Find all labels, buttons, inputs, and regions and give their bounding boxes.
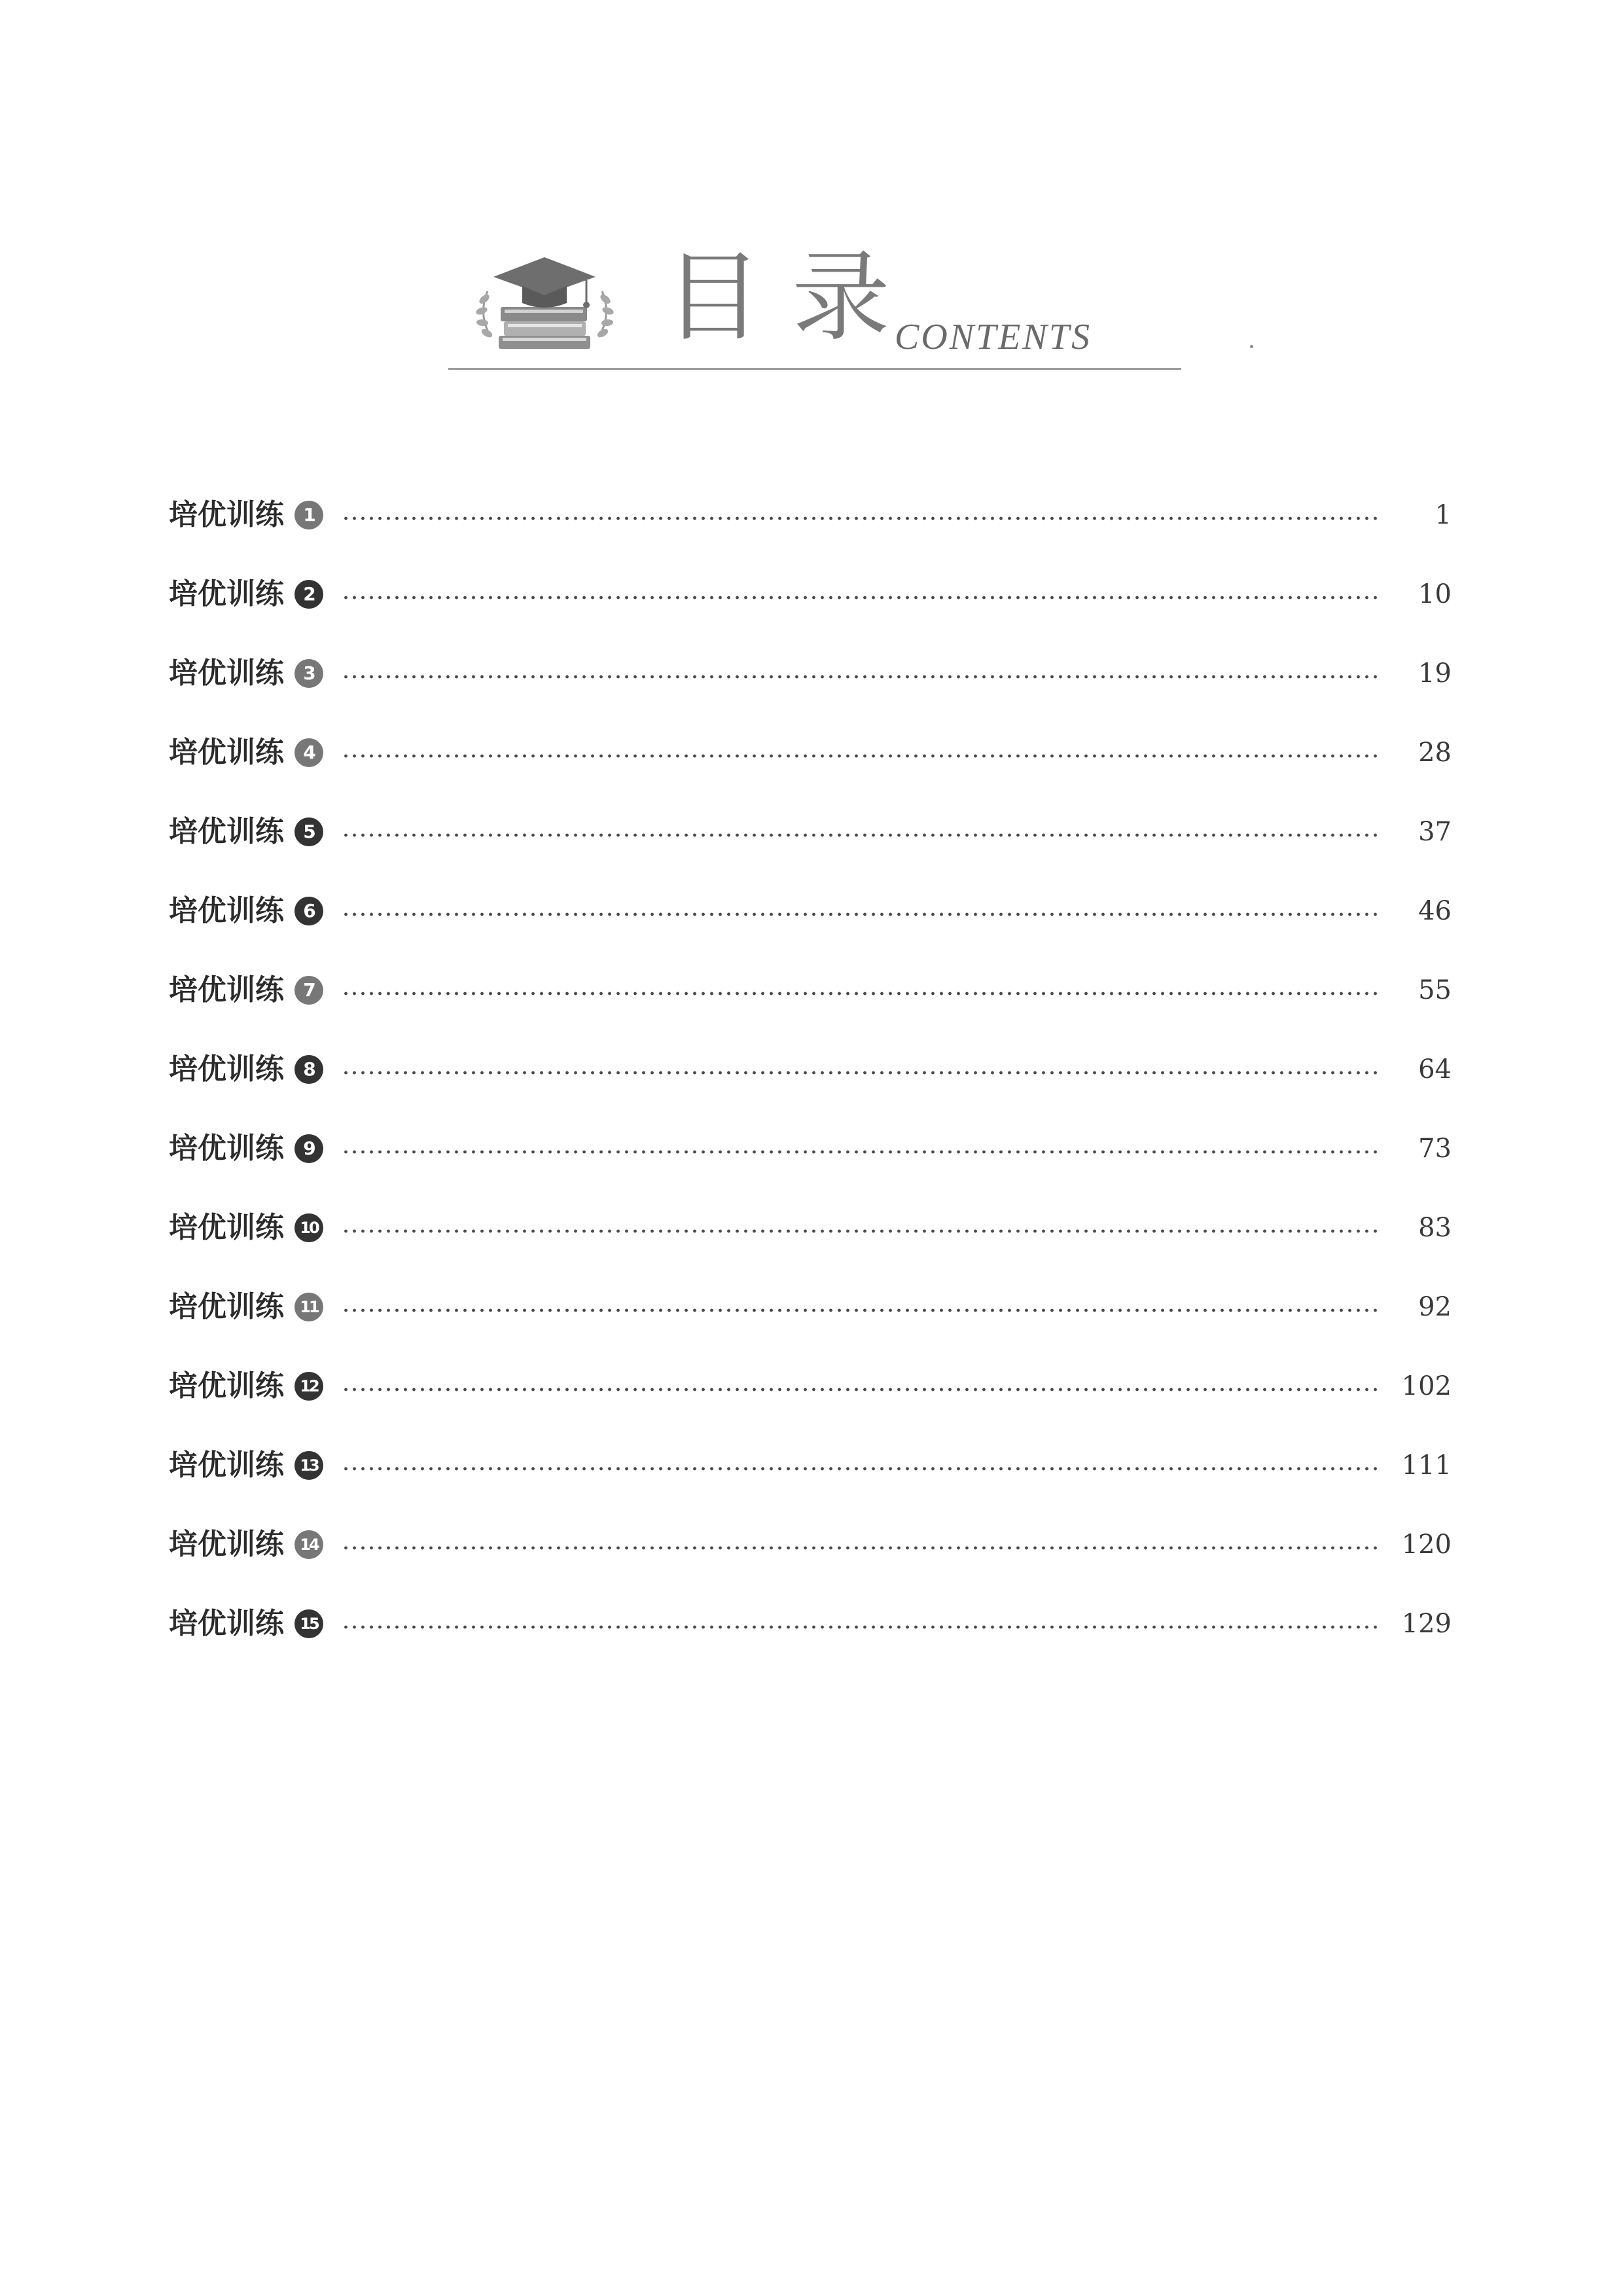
toc-entry-number-badge: 3 <box>294 659 323 688</box>
toc-entry-number-badge: 4 <box>294 738 323 767</box>
dot-leader <box>342 1071 1380 1075</box>
dot-leader <box>342 1625 1380 1629</box>
toc-entry-page: 28 <box>1418 737 1452 768</box>
toc-entry-label: 培优训练 <box>169 1210 284 1244</box>
toc-entry[interactable] <box>169 1346 1452 1426</box>
dot-leader <box>342 596 1380 600</box>
dot-leader <box>342 1229 1380 1233</box>
toc-entry-number-badge: 2 <box>294 580 323 609</box>
toc-entry-page: 46 <box>1418 895 1452 926</box>
header-divider <box>448 368 1181 370</box>
toc-entry-label: 培优训练 <box>169 1606 284 1640</box>
toc-entry[interactable] <box>169 634 1452 713</box>
toc-entry[interactable] <box>169 1267 1452 1346</box>
toc-entry-label: 培优训练 <box>169 973 284 1007</box>
toc-entry[interactable] <box>169 554 1452 634</box>
toc-entry[interactable] <box>169 950 1452 1030</box>
toc-entry-page: 83 <box>1418 1212 1452 1243</box>
toc-entry-label: 培优训练 <box>169 1131 284 1165</box>
toc-entry-label: 培优训练 <box>169 577 284 611</box>
toc-entry-number-badge: 15 <box>294 1609 323 1638</box>
dot-leader <box>342 992 1380 996</box>
toc-entry-page: 1 <box>1435 499 1452 530</box>
toc-entry-label: 培优训练 <box>169 1289 284 1323</box>
toc-entry-page: 111 <box>1401 1450 1452 1480</box>
toc-entry-number-badge: 7 <box>294 976 323 1005</box>
toc-entry[interactable] <box>169 1426 1452 1505</box>
toc-entry-page: 92 <box>1418 1291 1452 1322</box>
toc-entry-page: 19 <box>1418 658 1452 689</box>
toc-entry[interactable] <box>169 1188 1452 1267</box>
toc-entry[interactable] <box>169 713 1452 792</box>
toc-entry-number-badge: 12 <box>294 1372 323 1401</box>
toc-entry-number-badge: 14 <box>294 1530 323 1559</box>
toc-entry-page: 120 <box>1401 1529 1452 1560</box>
toc-entry-label: 培优训练 <box>169 1448 284 1482</box>
toc-entry-page: 37 <box>1418 816 1452 847</box>
toc-entry-label: 培优训练 <box>169 1527 284 1561</box>
toc-entry-label: 培优训练 <box>169 814 284 848</box>
table-of-contents <box>169 475 1452 1663</box>
dot-leader <box>342 516 1380 520</box>
toc-entry-number-badge: 6 <box>294 897 323 925</box>
toc-entry-page: 102 <box>1401 1371 1452 1401</box>
contents-header <box>448 232 1181 376</box>
toc-entry-label: 培优训练 <box>169 893 284 927</box>
toc-entry-page: 73 <box>1418 1133 1452 1164</box>
graduation-cap-on-books-icon <box>465 252 625 357</box>
toc-entry-page: 10 <box>1418 579 1452 609</box>
toc-entry-page: 64 <box>1418 1054 1452 1085</box>
toc-entry-label: 培优训练 <box>169 497 284 531</box>
toc-entry-label: 培优训练 <box>169 735 284 769</box>
dot-leader <box>342 1308 1380 1312</box>
stray-mark <box>1250 345 1253 348</box>
toc-entry-label: 培优训练 <box>169 656 284 690</box>
dot-leader <box>342 833 1380 837</box>
page-title: 目录 <box>664 241 920 355</box>
dot-leader <box>342 1546 1380 1550</box>
toc-entry-number-badge: 8 <box>294 1055 323 1084</box>
toc-entry-number-badge: 11 <box>294 1293 323 1321</box>
toc-entry-label: 培优训练 <box>169 1052 284 1086</box>
toc-entry-number-badge: 13 <box>294 1451 323 1480</box>
toc-entry[interactable] <box>169 1030 1452 1109</box>
dot-leader <box>342 1467 1380 1471</box>
toc-entry[interactable] <box>169 871 1452 950</box>
dot-leader <box>342 912 1380 916</box>
dot-leader <box>342 1150 1380 1154</box>
toc-entry[interactable] <box>169 1584 1452 1663</box>
dot-leader <box>342 754 1380 758</box>
toc-entry-page: 129 <box>1401 1608 1452 1639</box>
toc-entry-page: 55 <box>1418 975 1452 1005</box>
toc-entry[interactable] <box>169 1505 1452 1584</box>
toc-entry[interactable] <box>169 792 1452 871</box>
toc-entry[interactable] <box>169 1109 1452 1188</box>
toc-entry[interactable] <box>169 475 1452 554</box>
dot-leader <box>342 675 1380 679</box>
page-subtitle: CONTENTS <box>895 317 1092 357</box>
toc-entry-number-badge: 5 <box>294 817 323 846</box>
toc-entry-number-badge: 9 <box>294 1134 323 1163</box>
toc-entry-number-badge: 1 <box>294 501 323 529</box>
toc-entry-number-badge: 10 <box>294 1213 323 1242</box>
dot-leader <box>342 1388 1380 1391</box>
toc-entry-label: 培优训练 <box>169 1369 284 1403</box>
